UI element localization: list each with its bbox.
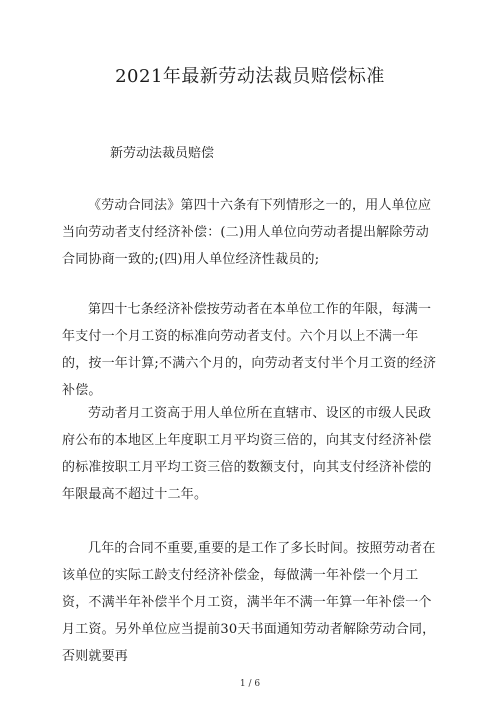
- section-subheading: 新劳动法裁员赔偿: [110, 146, 215, 161]
- paragraph-wage-cap: 劳动者月工资高于用人单位所在直辖市、设区的市级人民政府公布的本地区上年度职工月平均资三倍的，向其支付经济补偿的标准按职工月平均工资三倍的数额支付，向其支付经济补偿的年限最高不超过十二年。: [62, 406, 432, 502]
- document-title: 2021年最新劳动法裁员赔偿标准: [115, 66, 385, 87]
- paragraph-contract-years: 几年的合同不重要,重要的是工作了多长时间。按照劳动者在该单位的实际工龄支付经济补偿金，每做满一年补偿一个月工资，不满半年补偿半个月工资，满半年不满一年算一年补偿一个月工资。另外单位应当提前30天书面通知劳动者解除劳动合同，否则就要再: [62, 541, 436, 664]
- page-indicator: 1 / 6: [239, 679, 261, 689]
- paragraph-article-46: 《劳动合同法》第四十六条有下列情形之一的，用人单位应当向劳动者支付经济补偿：(二)用人单位向劳动者提出解除劳动合同协商一致的;(四)用人单位经济性裁员的;: [62, 198, 432, 267]
- paragraph-article-47: 第四十七条经济补偿按劳动者在本单位工作的年限，每满一年支付一个月工资的标准向劳动者支付。六个月以上不满一年的，按一年计算;不满六个月的，向劳动者支付半个月工资的经济补偿。: [62, 302, 437, 398]
